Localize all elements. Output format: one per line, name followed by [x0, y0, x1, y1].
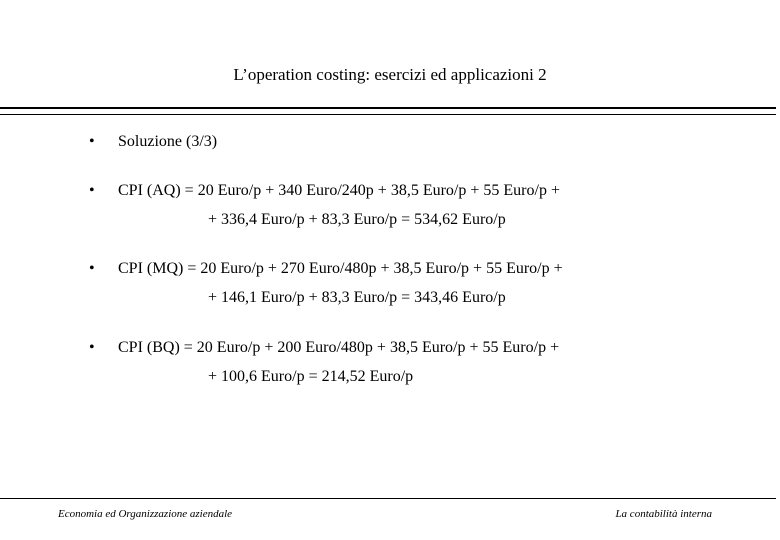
footer-section-name: La contabilità interna [615, 508, 712, 520]
bullet-text: Soluzione (3/3) [118, 133, 218, 150]
footer-course-name: Economia ed Organizzazione aziendale [58, 508, 233, 520]
bullet-text: CPI (MQ) = 20 Euro/p + 270 Euro/480p + 38,5 Euro/p + 55 Euro/p + [118, 260, 563, 277]
footer-divider [0, 498, 776, 499]
bullet-icon: • [89, 133, 95, 150]
bullet-text: CPI (AQ) = 20 Euro/p + 340 Euro/240p + 38,5 Euro/p + 55 Euro/p + [118, 182, 560, 199]
title-divider-thin [0, 114, 776, 115]
bullet-text-continuation: + 336,4 Euro/p + 83,3 Euro/p = 534,62 Euro/p [208, 211, 506, 228]
bullet-icon: • [89, 260, 95, 277]
slide-title: L’operation costing: esercizi ed applicazioni 2 [233, 65, 547, 84]
bullet-text-continuation: + 100,6 Euro/p = 214,52 Euro/p [208, 368, 414, 385]
title-divider-thick [0, 107, 776, 109]
bullet-text-continuation: + 146,1 Euro/p + 83,3 Euro/p = 343,46 Euro/p [208, 289, 506, 306]
bullet-text: CPI (BQ) = 20 Euro/p + 200 Euro/480p + 38,5 Euro/p + 55 Euro/p + [118, 339, 560, 356]
bullet-icon: • [89, 182, 95, 199]
bullet-icon: • [89, 339, 95, 356]
